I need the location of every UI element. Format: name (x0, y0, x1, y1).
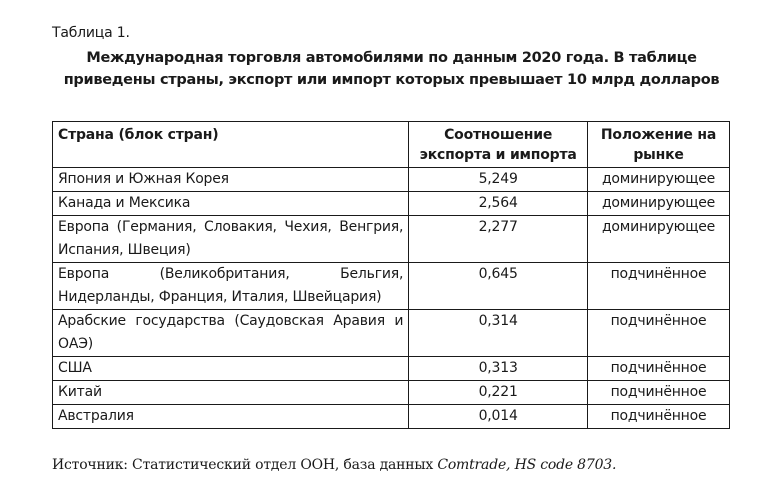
cell-country: Европа (Великобритания, Бельгия, Нидерланды, Франция, Италия, Швейцария) (53, 263, 409, 310)
source-code: HS code 8703 (514, 457, 613, 473)
header-ratio: Соотношение экспорта и импорта (409, 122, 588, 168)
cell-position: подчинённое (588, 381, 730, 405)
cell-position: подчинённое (588, 263, 730, 310)
trade-table (52, 121, 730, 429)
cell-ratio: 5,249 (409, 168, 588, 192)
cell-country: Европа (Германия, Словакия, Чехия, Венгрия, Испания, Швеция) (53, 216, 409, 263)
table-row (53, 263, 730, 310)
cell-ratio: 0,313 (409, 357, 588, 381)
source-note (52, 457, 616, 473)
header-country: Страна (блок стран) (53, 122, 409, 168)
cell-country: США (53, 357, 409, 381)
table-title-line-2: приведены страны, экспорт или импорт которых превышает 10 млрд долларов (63, 72, 720, 88)
table-title (40, 47, 743, 91)
cell-country: Канада и Мексика (53, 192, 409, 216)
cell-country: Арабские государства (Саудовская Аравия и ОАЭ) (53, 310, 409, 357)
cell-position: доминирующее (588, 216, 730, 263)
table-body (53, 168, 730, 429)
table-row (53, 216, 730, 263)
cell-position: подчинённое (588, 310, 730, 357)
source-suffix: . (612, 457, 617, 473)
cell-position: доминирующее (588, 192, 730, 216)
cell-position: доминирующее (588, 168, 730, 192)
cell-ratio: 0,221 (409, 381, 588, 405)
table-row (53, 381, 730, 405)
table-header-row (53, 122, 730, 168)
source-database: Comtrade (437, 457, 507, 473)
cell-ratio: 2,564 (409, 192, 588, 216)
table-header (53, 122, 730, 168)
table-row (53, 310, 730, 357)
cell-ratio: 0,314 (409, 310, 588, 357)
source-separator: , (506, 457, 515, 473)
cell-ratio: 0,645 (409, 263, 588, 310)
cell-country: Австралия (53, 405, 409, 429)
cell-position: подчинённое (588, 405, 730, 429)
table-row (53, 168, 730, 192)
cell-position: подчинённое (588, 357, 730, 381)
cell-ratio: 0,014 (409, 405, 588, 429)
source-prefix: Источник: Статистический отдел ООН, база данных (52, 457, 438, 473)
table-caption-label: Таблица 1. (52, 25, 130, 41)
header-position: Положение на рынке (588, 122, 730, 168)
cell-country: Китай (53, 381, 409, 405)
table-row (53, 405, 730, 429)
cell-country: Япония и Южная Корея (53, 168, 409, 192)
table-row (53, 192, 730, 216)
cell-ratio: 2,277 (409, 216, 588, 263)
table-title-line-1: Международная торговля автомобилями по данным 2020 года. В таблице (86, 50, 697, 66)
table-row (53, 357, 730, 381)
